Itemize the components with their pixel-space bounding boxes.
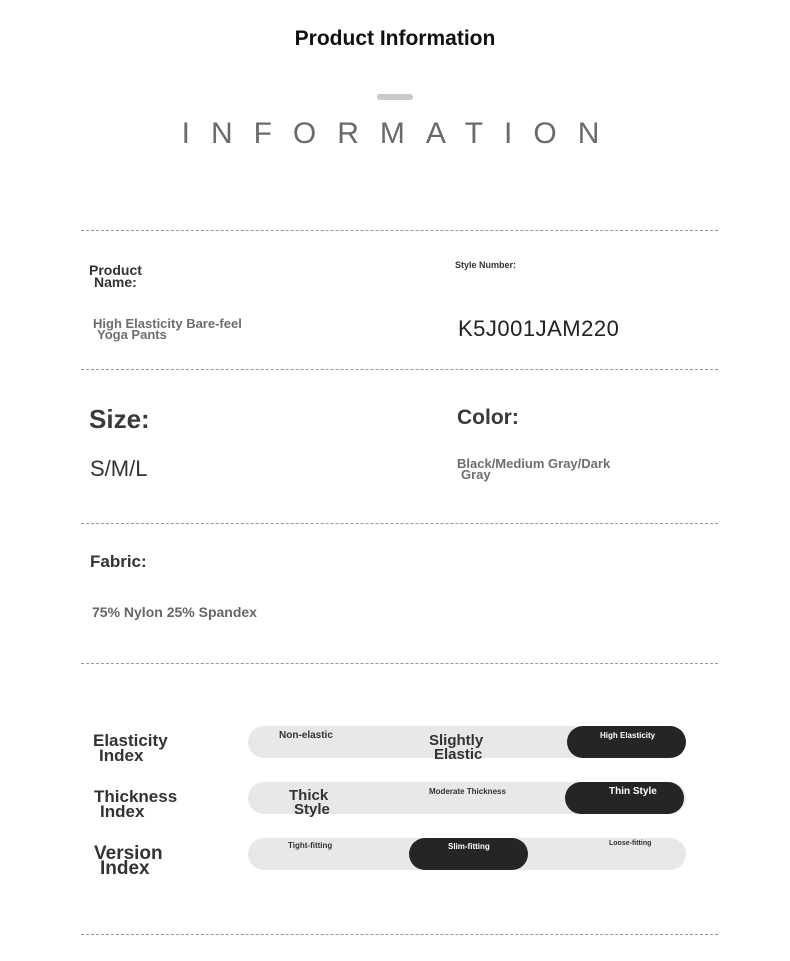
product-name-label-line1: Product <box>89 262 142 278</box>
thickness-option-thick-style-line1: Thick <box>289 787 329 804</box>
version-index-label-line2: Index <box>100 858 150 879</box>
product-name-label <box>89 264 142 288</box>
thickness-index-label <box>94 789 177 819</box>
thickness-index-label-line1: Thickness <box>94 787 178 806</box>
divider <box>81 369 718 370</box>
elasticity-index-label <box>93 733 168 763</box>
divider <box>81 663 718 664</box>
thickness-option-thick-style[interactable] <box>289 789 330 817</box>
fabric-value: 75% Nylon 25% Spandex <box>92 604 257 620</box>
style-number-label: Style Number: <box>455 260 517 270</box>
product-name-label-line2: Name: <box>94 274 137 290</box>
divider <box>81 230 718 231</box>
information-heading: INFORMATION <box>181 117 621 150</box>
version-option-loose-fitting[interactable]: Loose-fitting <box>609 840 652 847</box>
elasticity-index-label-line1: Elasticity <box>93 731 168 750</box>
version-option-tight-fitting[interactable]: Tight-fitting <box>288 841 333 850</box>
fabric-label: Fabric: <box>90 552 147 571</box>
thickness-index-label-line2: Index <box>100 802 145 821</box>
elasticity-option-slightly-elastic-line1: Slightly <box>429 732 484 749</box>
product-name-value <box>93 318 242 340</box>
product-name-value-line2: Yoga Pants <box>97 327 167 342</box>
size-value: S/M/L <box>90 456 148 481</box>
version-index-label-line1: Version <box>94 843 163 864</box>
divider <box>81 934 718 935</box>
version-option-slim-fitting[interactable]: Slim-fitting <box>448 842 490 851</box>
color-value-line2: Gray <box>461 467 491 482</box>
thickness-option-thin-style[interactable]: Thin Style <box>609 786 657 797</box>
color-value-line1: Black/Medium Gray/Dark <box>457 456 611 471</box>
style-number-value: K5J001JAM220 <box>458 316 620 341</box>
product-name-value-line1: High Elasticity Bare-feel <box>93 316 242 331</box>
divider <box>81 523 718 524</box>
thickness-option-moderate[interactable]: Moderate Thickness <box>429 787 506 796</box>
elasticity-option-slightly-elastic[interactable] <box>429 734 483 762</box>
page-title: Product Information <box>294 27 496 50</box>
color-label: Color: <box>457 406 519 429</box>
elasticity-option-slightly-elastic-line2: Elastic <box>434 746 483 763</box>
title-underline-bar <box>377 94 413 100</box>
elasticity-index-label-line2: Index <box>99 746 144 765</box>
color-value <box>457 458 610 480</box>
elasticity-option-high-elasticity[interactable]: High Elasticity <box>600 731 656 740</box>
thickness-option-thick-style-line2: Style <box>294 801 330 818</box>
size-label: Size: <box>89 404 150 434</box>
elasticity-option-non-elastic[interactable]: Non-elastic <box>279 730 333 741</box>
version-index-label <box>94 843 163 879</box>
